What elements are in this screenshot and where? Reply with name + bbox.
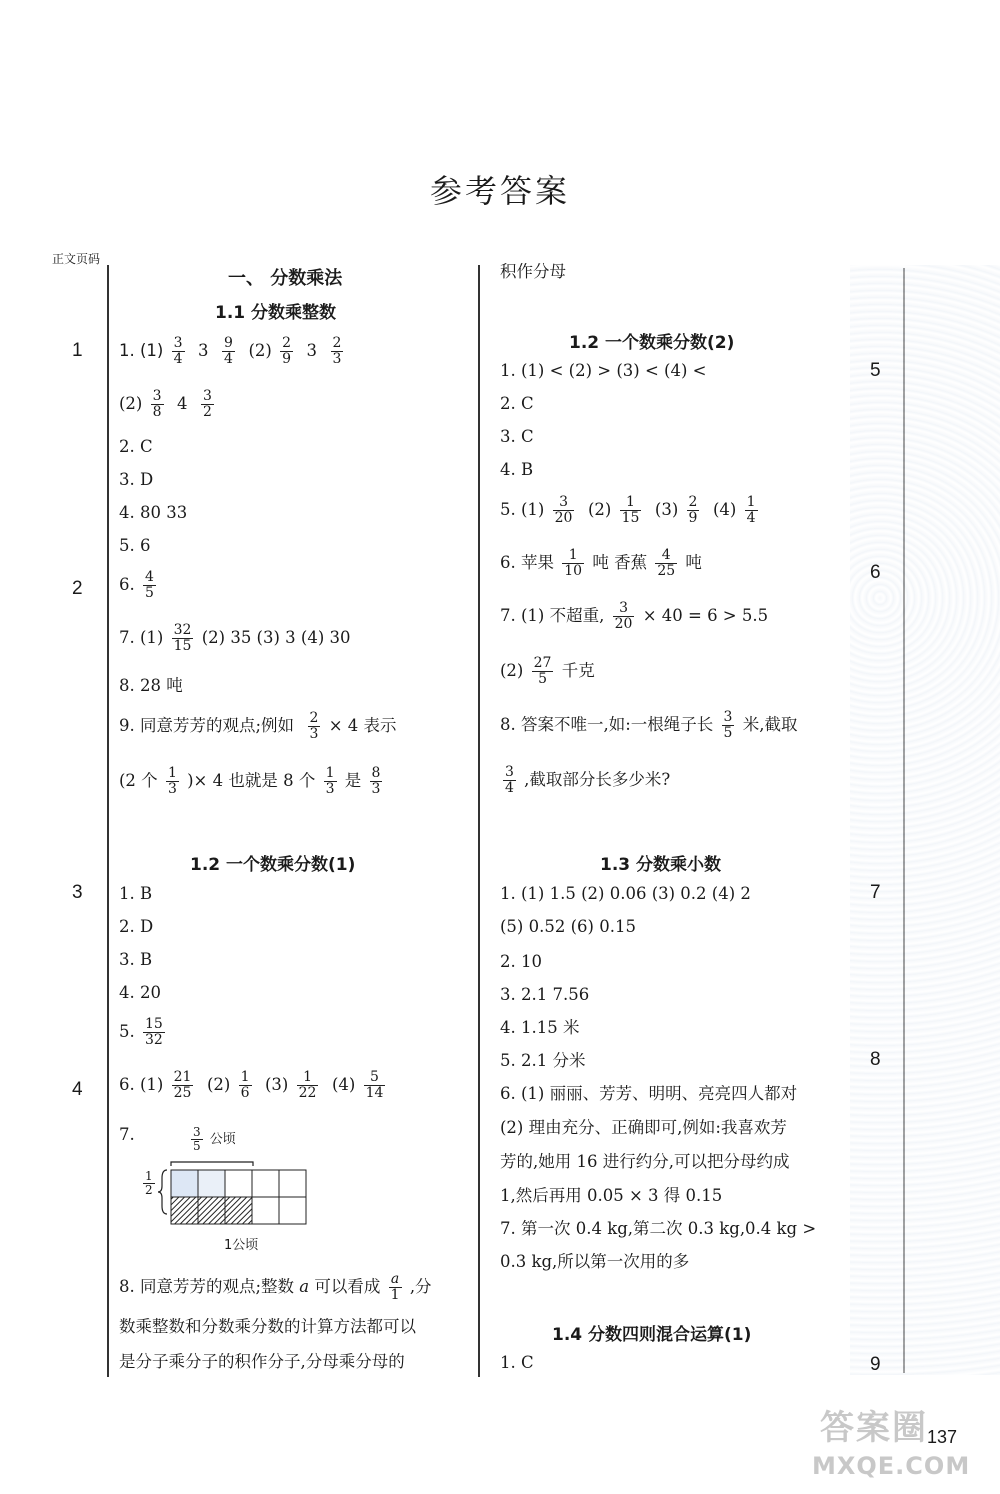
page-title: 参考答案: [429, 172, 570, 210]
fraction: $\frac{1}{3}$: [167, 765, 177, 797]
chapter-heading: 一、 分数乘法: [228, 268, 343, 289]
section-heading-1-3: 1.3 分数乘小数: [600, 855, 722, 875]
fraction: $\frac{3}{2}$: [203, 388, 212, 420]
section-heading-1-2a: 1.2 一个数乘分数(1): [190, 855, 356, 875]
s11-q3: 3. D: [119, 470, 154, 489]
margin-label: 正文页码: [52, 252, 101, 266]
s13-q5: 5. 2.1 分米: [500, 1051, 586, 1070]
fraction: $\frac{9}{4}$: [224, 335, 233, 367]
s12a-q4: 4. 20: [119, 983, 161, 1002]
section-heading-1-4: 1.4 分数四则混合运算(1): [552, 1325, 752, 1345]
s11-q9b: (2 个 $\frac{1}{3}$ )× 4 也就是 8 个 $\frac{1}{3}$ 是 $\frac{8}{3}$: [119, 765, 381, 797]
s12b-q7a: 7. (1) 不超重, $\frac{3}{20}$ × 40 = 6 > 5.5: [500, 600, 769, 632]
fraction: $\frac{2}{3}$: [309, 710, 319, 742]
s12a-q8a: 8. 同意芳芳的观点;整数 a 可以看成 $\frac{a}{1}$ ,分: [119, 1271, 432, 1303]
fraction: $\frac{1}{2}$: [145, 1169, 153, 1197]
fraction: $\frac{2}{3}$: [332, 335, 342, 367]
q7-grid-diagram: [155, 1158, 315, 1233]
s12b-q7b: (2) $\frac{27}{5}$ 千克: [500, 655, 595, 687]
continued-text: 积作分母: [500, 262, 566, 281]
s11-q9a: 9. 同意芳芳的观点;例如 $\frac{2}{3}$ × 4 表示: [119, 710, 397, 742]
s12b-q2: 2. C: [500, 394, 534, 413]
center-rule: [478, 265, 480, 1377]
s14-q1: 1. C: [500, 1353, 534, 1372]
fraction: $\frac{1}{3}$: [325, 765, 335, 797]
fraction: $\frac{3}{5}$: [723, 709, 733, 741]
page-number: 137: [927, 1427, 958, 1447]
s12a-q8b: 数乘整数和分数乘分数的计算方法都可以: [119, 1317, 416, 1336]
s12a-q8c: 是分子乘分子的积作分子,分母乘分母的: [119, 1352, 405, 1371]
fraction: $\frac{4}{5}$: [145, 569, 154, 601]
s13-q4: 4. 1.15 米: [500, 1018, 580, 1037]
fraction: $\frac{1}{22}$: [298, 1069, 317, 1101]
s11-q4: 4. 80 33: [119, 503, 188, 522]
fraction: $\frac{3}{8}$: [152, 388, 162, 420]
q7-bottom-label: 1公顷: [224, 1238, 259, 1253]
s12b-q3: 3. C: [500, 427, 534, 446]
s13-q6d: 1,然后再用 0.05 × 3 得 0.15: [500, 1186, 723, 1205]
fraction: $\frac{2}{9}$: [688, 494, 698, 526]
right-marker-6: 6: [870, 562, 881, 583]
s13-q7b: 0.3 kg,所以第一次用的多: [500, 1252, 690, 1271]
right-marker-9: 9: [870, 1354, 881, 1375]
s11-q5: 5. 6: [119, 536, 151, 555]
fraction: $\frac{1}{15}$: [621, 494, 640, 526]
s12b-q4: 4. B: [500, 460, 534, 479]
left-marker-3: 3: [72, 882, 83, 903]
fraction: $\frac{8}{3}$: [371, 765, 381, 797]
fraction: $\frac{15}{32}$: [145, 1016, 163, 1048]
s11-q8: 8. 28 吨: [119, 676, 183, 695]
fraction: $\frac{21}{25}$: [173, 1069, 192, 1101]
s12b-q8a: 8. 答案不唯一,如:一根绳子长 $\frac{3}{5}$ 米,截取: [500, 709, 798, 741]
fraction: $\frac{1}{4}$: [746, 494, 756, 526]
s13-q2: 2. 10: [500, 952, 542, 971]
s11-q1b: (2) $\frac{3}{8}$ 4 $\frac{3}{2}$: [119, 388, 212, 420]
watermark-logo: 答案圈: [820, 1408, 928, 1448]
fraction: $\frac{1}{10}$: [564, 547, 583, 579]
margin-texture: [850, 265, 1000, 1375]
s12a-q1: 1. B: [119, 884, 153, 903]
right-marker-7: 7: [870, 882, 881, 903]
s12a-q2: 2. D: [119, 917, 154, 936]
fraction: $\frac{3}{4}$: [173, 335, 183, 367]
s12b-q8b: $\frac{3}{4}$ ,截取部分长多少米?: [505, 764, 671, 796]
left-marker-2: 2: [72, 578, 83, 599]
section-heading-1-2b: 1.2 一个数乘分数(2): [569, 333, 735, 353]
s12a-q3: 3. B: [119, 950, 153, 969]
s13-q7a: 7. 第一次 0.4 kg,第二次 0.3 kg,0.4 kg >: [500, 1219, 817, 1238]
fraction: $\frac{27}{5}$: [533, 655, 552, 687]
right-marker-8: 8: [870, 1049, 881, 1070]
fraction: $\frac{1}{6}$: [240, 1069, 250, 1101]
s11-q7: 7. (1) $\frac{32}{15}$ (2) 35 (3) 3 (4) 30: [119, 622, 351, 654]
left-marker-1: 1: [72, 340, 83, 361]
left-marker-4: 4: [72, 1079, 83, 1100]
fraction: $\frac{a}{1}$: [390, 1271, 400, 1303]
s11-q2: 2. C: [119, 437, 153, 456]
s12a-q7-label: 7.: [119, 1125, 135, 1144]
fraction: $\frac{3}{20}$: [554, 494, 573, 526]
s11-q1: 1. (1) $\frac{3}{4}$ 3 $\frac{9}{4}$ (2) $\frac{2}{9}$ 3 $\frac{2}{3}$: [119, 335, 342, 367]
s13-q6a: 6. (1) 丽丽、芳芳、明明、亮亮四人都对: [500, 1084, 798, 1103]
s13-q1a: 1. (1) 1.5 (2) 0.06 (3) 0.2 (4) 2: [500, 884, 751, 903]
s13-q1b: (5) 0.52 (6) 0.15: [500, 917, 636, 936]
s12b-q1: 1. (1) < (2) > (3) < (4) <: [500, 361, 707, 380]
fraction: $\frac{3}{20}$: [614, 600, 633, 632]
watermark-url: MXQE.COM: [812, 1452, 971, 1480]
fraction: $\frac{4}{25}$: [657, 547, 676, 579]
fraction: $\frac{5}{14}$: [365, 1069, 384, 1101]
s12a-q6: 6. (1) $\frac{21}{25}$ (2) $\frac{1}{6}$ (3) $\frac{1}{22}$ (4) $\frac{5}{14}$: [119, 1069, 384, 1101]
right-marker-5: 5: [870, 360, 881, 381]
s12b-q6: 6. 苹果 $\frac{1}{10}$ 吨 香蕉 $\frac{4}{25}$ 吨: [500, 547, 702, 579]
fraction: $\frac{32}{15}$: [173, 622, 192, 654]
q7-top-label: $\frac{3}{5}$ 公顷: [193, 1125, 236, 1153]
s11-q6: 6. $\frac{4}{5}$: [119, 569, 154, 601]
fraction: $\frac{3}{4}$: [505, 764, 514, 796]
s13-q3: 3. 2.1 7.56: [500, 985, 590, 1004]
fraction: $\frac{2}{9}$: [282, 335, 292, 367]
s12b-q5: 5. (1) $\frac{3}{20}$ (2) $\frac{1}{15}$ (3) $\frac{2}{9}$ (4) $\frac{1}{4}$: [500, 494, 756, 526]
s13-q6b: (2) 理由充分、正确即可,例如:我喜欢芳: [500, 1118, 787, 1137]
fraction: $\frac{3}{5}$: [193, 1125, 201, 1153]
section-heading-1-1: 1.1 分数乘整数: [215, 303, 337, 323]
s13-q6c: 芳的,她用 16 进行约分,可以把分母约成: [500, 1152, 790, 1171]
s12a-q5: 5. $\frac{15}{32}$: [119, 1016, 163, 1048]
left-margin-rule: [107, 265, 109, 1377]
